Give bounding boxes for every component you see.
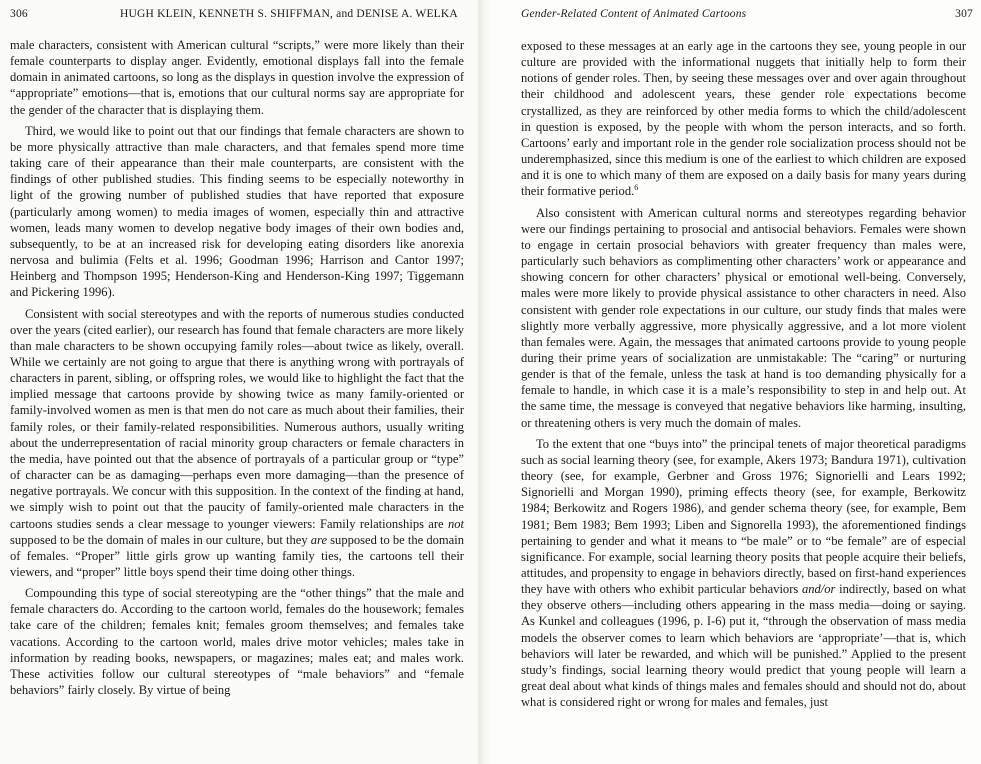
paragraph-continued [521,38,966,200]
paragraph-family-roles [10,306,464,581]
paragraph-continued: male characters, consistent with American cultural “scripts,” were more likely than their female counterparts to display anger. Evidently, emotional displays fall into the female domain in animated cartoons, so long as the displays in question involve the expression of “appropriate” emotions—that is, emotions that our cultural norms say are appropriate for the gender of the character that is displaying them. [10,38,464,117]
paragraph-third-point: Third, we would like to point out that our findings that female characters are shown to be more physically attractive than male characters, and that females spend more time taking care of their appearance than their male counterparts, are consistent with the findings of other published studies. This finding seems to be especially noteworthy in light of the growing number of published studies that have reported that exposure (particularly among women) to media images of women, especially thin and attractive women, leads many women to develop negative body images of their own bodies and, subsequently, to be at an increased risk for developing eating disorders like anorexia nervosa and bulimia (Felts et al. 1996; Goodman 1996; Harrison and Cantor 1997; Heinberg and Thompson 1995; Henderson-King and Henderson-King 1997; Tiggemann and Pickering 1996). [10,123,464,300]
text-run: supposed to be the domain of females. “Proper” little girls grow up wanting family ties, the cartoons tell their viewers, and “proper” little boys spend their time doing other things. [10,532,464,579]
emphasis-are: are [310,532,328,547]
right-running-head [491,8,981,24]
running-head-authors: HUGH KLEIN, KENNETH S. SHIFFMAN, and DENISE A. WELKA [120,8,458,20]
left-body-text [10,37,464,698]
paragraph-theoretical-paradigms [521,436,966,711]
text-run: supposed to be the domain of males in our culture, but they [10,532,311,547]
text-run: To the extent that one “buys into” the principal tenets of major theoretical paradigms such as social learning theory (see, for example, Akers 1973; Bandura 1971), cultivation theory (see, for example, Gerbner and Gross 1976; Signorielli and Lears 1992; Signorielli and Morgan 1990), priming effects theory (see, for example, Berkowitz 1984; Berkowitz and Rogers 1986), and gender schema theory (see, for example, Bem 1981; Bem 1983; Bem 1993; Liben and Signorella 1993), the aforementioned findings pertaining to gender and what it means to “be male” or to “be female” are of especial significance. For example, social learning theory posits that people acquire their beliefs, attitudes, and propensity to engage in behaviors directly, based on first-hand experiences they have with others who exhibit particular behaviors [521,436,966,597]
running-head-title: Gender-Related Content of Animated Cartoons [521,8,747,20]
page-number-right: 307 [955,8,973,20]
paragraph-other-things: Compounding this type of social stereotyping are the “other things” that the male and female characters do. According to the cartoon world, females do the housework; females take care of the children; females knit; females groom themselves; and females take vacations. According to the cartoon world, males drive motor vehicles; males take in information by reading books, newspapers, or magazines; males eat; and males work. These activities follow our cultural stereotypes of “male behaviors” and “female behaviors” fairly closely. By virtue of being [10,586,464,698]
text-run: Consistent with social stereotypes and with the reports of numerous studies conducted over the years (cited earlier), our research has found that female characters are more likely than male characters to be shown occupying family roles—about twice as likely, overall. While we certainly are not going to argue that there is anything wrong with portrayals of characters in parent, sibling, or offspring roles, we would like to highlight the fact that the implied message that cartoons provide by showing twice as many family-oriented or family-involved women as men is that men do not care as much about their families, their family roles, or their family-related responsibilities. Numerous authors, usually writing about the underrepresentation of racial minority group characters or female characters in the media, have pointed out that the absence of portrayals of a particular group or “type” of character can be as damaging—perhaps even more damaging—than the presence of negative portrayals. We concur with this supposition. In the context of the finding at hand, we simply wish to point out that the paucity of family-oriented male characters in the cartoons studies sends a clear message to younger viewers: Family relationships are [10,306,464,531]
book-gutter [478,0,491,764]
right-body-text [521,38,966,710]
page-number-left: 306 [10,8,28,20]
footnote-marker: 6 [634,183,639,193]
left-page [0,0,478,764]
text-run: indirectly, based on what they observe others—including others appearing in the mass media—doing or saying. As Kunkel and colleagues (1996, p. I-6) put it, “through the observation of mass media models the observer comes to learn which behaviors are ‘appropriate’—that is, which behaviors will later be rewarded, and which will be punished.” Applied to the present study’s findings, social learning theory would predict that young people will learn a great deal about what kinds of things males and females should and should not do, about what is considered right or wrong for males and females, just [521,582,966,710]
left-running-head [0,8,478,24]
right-page [491,0,981,764]
paragraph-prosocial-behaviors: Also consistent with American cultural norms and stereotypes regarding behavior were our findings pertaining to prosocial and antisocial behaviors. Females were shown to engage in certain prosocial behaviors with greater frequency than males were, particularly such behaviors as complimenting other characters’ work or appearance and showing concern for other characters’ physical or emotional well-being. Conversely, males were more likely to provide physical assistance to other characters in need. Also consistent with gender role expectations in our culture, our study finds that males were slightly more verbally aggressive, more physically aggressive, and a lot more violent than females were. Again, the messages that animated cartoons provide to young people during their prime years of socialization are unmistakable: The “caring” or nurturing gender is that of the female, unless the task at hand is too demanding physically for a female to handle, in which case it is a male’s responsibility to step in and help out. At the same time, the message is conveyed that negative behaviors like harming, insulting, or threatening others is very much the domain of males. [521,205,966,430]
emphasis-not: not [447,516,464,531]
emphasis-and-or: and/or [801,582,836,597]
text-run: exposed to these messages at an early age in the cartoons they see, young people in our culture are provided with the informational nuggets that initially help to form their notions of gender roles. Then, by seeing these messages over and over again throughout their childhood and adolescent years, these gender role expectations become crystallized, as they are reinforced by other media forms to which the child/adolescent in question is exposed, by the people with whom the person interacts, and so forth. Cartoons’ early and important role in the gender role socialization process should not be underemphasized, since this medium is one of the earliest to which children are exposed and it is one to which many of them are exposed on a daily basis for many years during their formative period. [521,39,966,199]
